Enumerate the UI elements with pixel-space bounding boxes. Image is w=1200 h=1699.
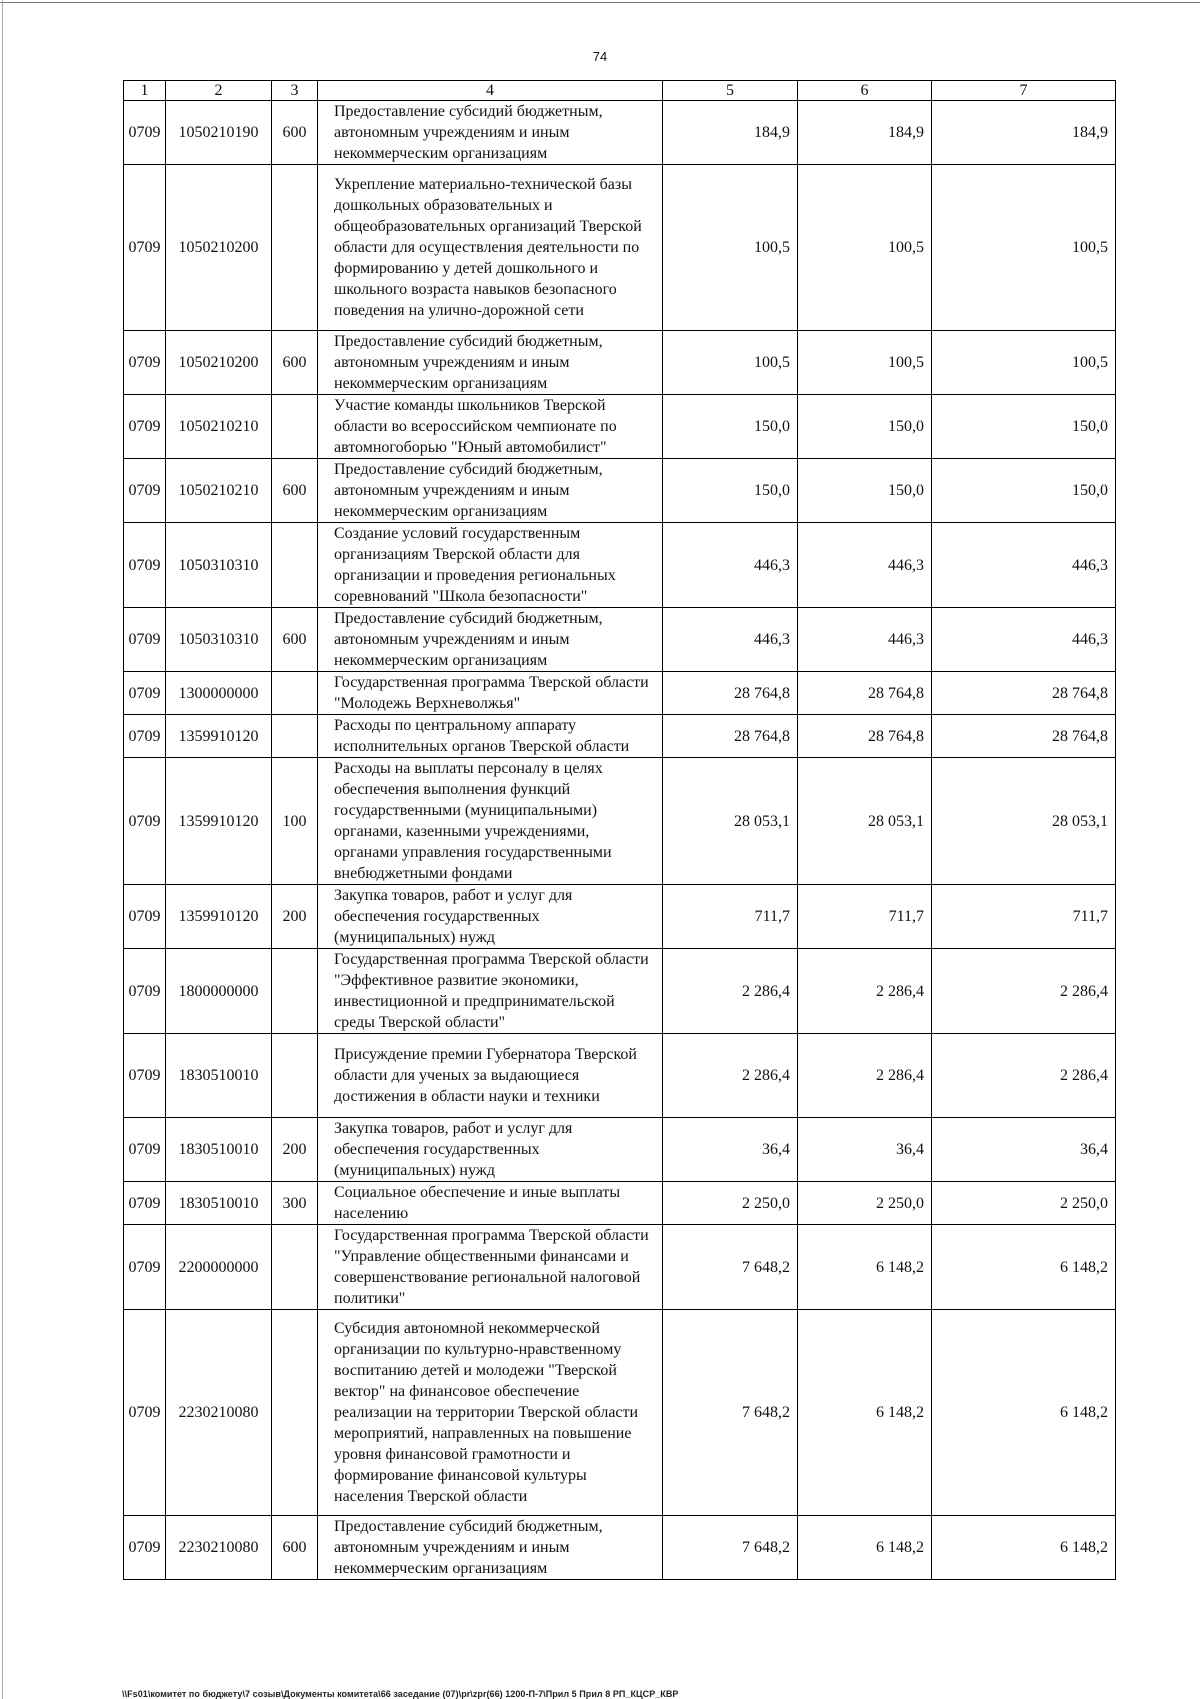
description-cell: Предоставление субсидий бюджетным, автономным учреждениям и иным некоммерческим организациям [318, 608, 663, 672]
section-cell: 0709 [124, 101, 166, 165]
target-code-cell: 2230210080 [166, 1310, 272, 1516]
section-cell: 0709 [124, 672, 166, 715]
column-header: 4 [318, 81, 663, 101]
amount-col5-cell: 28 053,1 [663, 758, 798, 885]
amount-col5-cell: 7 648,2 [663, 1516, 798, 1580]
expense-type-cell: 200 [272, 1118, 318, 1182]
description-cell: Участие команды школьников Тверской области во всероссийском чемпионате по автомногоборью "Юный автомобилист" [318, 395, 663, 459]
description-cell: Создание условий государственным организациям Тверской области для организации и проведения региональных соревнований "Школа безопасности" [318, 523, 663, 608]
amount-col7-cell: 6 148,2 [932, 1225, 1116, 1310]
amount-col5-cell: 2 286,4 [663, 949, 798, 1034]
table-row [124, 165, 1116, 331]
amount-col6-cell: 446,3 [798, 523, 932, 608]
table-row [124, 101, 1116, 165]
section-cell: 0709 [124, 331, 166, 395]
table-row [124, 715, 1116, 758]
column-header: 5 [663, 81, 798, 101]
amount-col5-cell: 711,7 [663, 885, 798, 949]
expense-type-cell [272, 949, 318, 1034]
description-cell: Предоставление субсидий бюджетным, автономным учреждениям и иным некоммерческим организациям [318, 331, 663, 395]
table-row [124, 1182, 1116, 1225]
expense-type-cell [272, 1310, 318, 1516]
section-cell: 0709 [124, 1225, 166, 1310]
amount-col6-cell: 711,7 [798, 885, 932, 949]
target-code-cell: 1050210210 [166, 459, 272, 523]
expense-type-cell [272, 1225, 318, 1310]
amount-col5-cell: 446,3 [663, 608, 798, 672]
amount-col6-cell: 2 286,4 [798, 949, 932, 1034]
amount-col7-cell: 36,4 [932, 1118, 1116, 1182]
table-row [124, 1225, 1116, 1310]
expense-type-cell [272, 715, 318, 758]
table-row [124, 949, 1116, 1034]
description-cell: Социальное обеспечение и иные выплаты населению [318, 1182, 663, 1225]
column-header: 7 [932, 81, 1116, 101]
description-cell: Государственная программа Тверской области "Эффективное развитие экономики, инвестиционной и предпринимательской среды Тверской области" [318, 949, 663, 1034]
expense-type-cell: 300 [272, 1182, 318, 1225]
amount-col6-cell: 28 764,8 [798, 672, 932, 715]
budget-table [123, 80, 1116, 1580]
expense-type-cell: 600 [272, 1516, 318, 1580]
target-code-cell: 1050310310 [166, 608, 272, 672]
target-code-cell: 1050210200 [166, 165, 272, 331]
file-path-footer: \\Fs01\комитет по бюджету\7 созыв\Документы комитета\66 заседание (07)\pr\zpr(66) 1200-П-7\Прил 5 Прил 8 РП_КЦСР_КВР [122, 1689, 679, 1699]
page-number: 74 [592, 49, 608, 64]
expense-type-cell [272, 523, 318, 608]
description-cell: Предоставление субсидий бюджетным, автономным учреждениям и иным некоммерческим организациям [318, 101, 663, 165]
section-cell: 0709 [124, 1118, 166, 1182]
table-row [124, 758, 1116, 885]
amount-col7-cell: 28 053,1 [932, 758, 1116, 885]
table-row [124, 459, 1116, 523]
amount-col5-cell: 7 648,2 [663, 1310, 798, 1516]
amount-col5-cell: 184,9 [663, 101, 798, 165]
amount-col7-cell: 6 148,2 [932, 1516, 1116, 1580]
amount-col6-cell: 150,0 [798, 459, 932, 523]
expense-type-cell: 200 [272, 885, 318, 949]
section-cell: 0709 [124, 1034, 166, 1118]
description-cell: Государственная программа Тверской области "Молодежь Верхневолжья" [318, 672, 663, 715]
target-code-cell: 1300000000 [166, 672, 272, 715]
column-number-row [124, 81, 1116, 101]
table-row [124, 395, 1116, 459]
amount-col6-cell: 6 148,2 [798, 1310, 932, 1516]
description-cell: Расходы по центральному аппарату исполнительных органов Тверской области [318, 715, 663, 758]
amount-col5-cell: 100,5 [663, 165, 798, 331]
expense-type-cell: 600 [272, 331, 318, 395]
table-row [124, 1516, 1116, 1580]
expense-type-cell: 600 [272, 459, 318, 523]
target-code-cell: 1050210190 [166, 101, 272, 165]
table-row [124, 1118, 1116, 1182]
section-cell: 0709 [124, 885, 166, 949]
column-header: 6 [798, 81, 932, 101]
table-row [124, 331, 1116, 395]
amount-col5-cell: 28 764,8 [663, 672, 798, 715]
table-row [124, 1310, 1116, 1516]
column-header: 3 [272, 81, 318, 101]
amount-col7-cell: 446,3 [932, 608, 1116, 672]
table-row [124, 523, 1116, 608]
amount-col5-cell: 100,5 [663, 331, 798, 395]
section-cell: 0709 [124, 1182, 166, 1225]
amount-col7-cell: 184,9 [932, 101, 1116, 165]
target-code-cell: 1359910120 [166, 715, 272, 758]
amount-col7-cell: 446,3 [932, 523, 1116, 608]
amount-col5-cell: 446,3 [663, 523, 798, 608]
amount-col6-cell: 28 053,1 [798, 758, 932, 885]
table-row [124, 885, 1116, 949]
table-row [124, 608, 1116, 672]
amount-col5-cell: 7 648,2 [663, 1225, 798, 1310]
description-cell: Закупка товаров, работ и услуг для обеспечения государственных (муниципальных) нужд [318, 885, 663, 949]
section-cell: 0709 [124, 1516, 166, 1580]
amount-col6-cell: 446,3 [798, 608, 932, 672]
target-code-cell: 1830510010 [166, 1118, 272, 1182]
section-cell: 0709 [124, 395, 166, 459]
amount-col5-cell: 28 764,8 [663, 715, 798, 758]
description-cell: Предоставление субсидий бюджетным, автономным учреждениям и иным некоммерческим организациям [318, 1516, 663, 1580]
amount-col7-cell: 150,0 [932, 395, 1116, 459]
section-cell: 0709 [124, 523, 166, 608]
amount-col5-cell: 150,0 [663, 395, 798, 459]
expense-type-cell: 100 [272, 758, 318, 885]
amount-col6-cell: 100,5 [798, 331, 932, 395]
amount-col7-cell: 100,5 [932, 165, 1116, 331]
amount-col6-cell: 2 286,4 [798, 1034, 932, 1118]
amount-col5-cell: 36,4 [663, 1118, 798, 1182]
description-cell: Закупка товаров, работ и услуг для обеспечения государственных (муниципальных) нужд [318, 1118, 663, 1182]
target-code-cell: 2200000000 [166, 1225, 272, 1310]
target-code-cell: 1050210200 [166, 331, 272, 395]
amount-col6-cell: 100,5 [798, 165, 932, 331]
table-row [124, 1034, 1116, 1118]
amount-col7-cell: 100,5 [932, 331, 1116, 395]
expense-type-cell [272, 395, 318, 459]
amount-col6-cell: 184,9 [798, 101, 932, 165]
description-cell: Предоставление субсидий бюджетным, автономным учреждениям и иным некоммерческим организациям [318, 459, 663, 523]
target-code-cell: 1359910120 [166, 758, 272, 885]
amount-col7-cell: 28 764,8 [932, 715, 1116, 758]
amount-col7-cell: 2 250,0 [932, 1182, 1116, 1225]
target-code-cell: 1050310310 [166, 523, 272, 608]
target-code-cell: 1830510010 [166, 1182, 272, 1225]
amount-col6-cell: 150,0 [798, 395, 932, 459]
amount-col5-cell: 2 286,4 [663, 1034, 798, 1118]
scan-left-edge [2, 0, 3, 1699]
amount-col6-cell: 36,4 [798, 1118, 932, 1182]
section-cell: 0709 [124, 949, 166, 1034]
table-row [124, 672, 1116, 715]
section-cell: 0709 [124, 1310, 166, 1516]
column-header: 1 [124, 81, 166, 101]
description-cell: Присуждение премии Губернатора Тверской области для ученых за выдающиеся достижения в области науки и техники [318, 1034, 663, 1118]
target-code-cell: 2230210080 [166, 1516, 272, 1580]
description-cell: Расходы на выплаты персоналу в целях обеспечения выполнения функций государственными (муниципальными) органами, казенными учреждениями, органами управления государственными внебюджетными фондами [318, 758, 663, 885]
description-cell: Государственная программа Тверской области "Управление общественными финансами и совершенствование региональной налоговой политики" [318, 1225, 663, 1310]
section-cell: 0709 [124, 165, 166, 331]
amount-col6-cell: 6 148,2 [798, 1516, 932, 1580]
amount-col7-cell: 2 286,4 [932, 1034, 1116, 1118]
amount-col7-cell: 2 286,4 [932, 949, 1116, 1034]
expense-type-cell [272, 672, 318, 715]
target-code-cell: 1359910120 [166, 885, 272, 949]
amount-col6-cell: 2 250,0 [798, 1182, 932, 1225]
amount-col5-cell: 150,0 [663, 459, 798, 523]
amount-col7-cell: 711,7 [932, 885, 1116, 949]
section-cell: 0709 [124, 758, 166, 885]
amount-col7-cell: 6 148,2 [932, 1310, 1116, 1516]
amount-col7-cell: 28 764,8 [932, 672, 1116, 715]
amount-col7-cell: 150,0 [932, 459, 1116, 523]
scan-top-edge [0, 2, 1200, 3]
section-cell: 0709 [124, 459, 166, 523]
expense-type-cell: 600 [272, 608, 318, 672]
description-cell: Субсидия автономной некоммерческой организации по культурно-нравственному воспитанию детей и молодежи "Тверской вектор" на финансовое обеспечение реализации на территории Тверской области мероприятий, направленных на повышение уровня финансовой грамотности и формирование финансовой культуры населения Тверской области [318, 1310, 663, 1516]
target-code-cell: 1050210210 [166, 395, 272, 459]
expense-type-cell [272, 1034, 318, 1118]
section-cell: 0709 [124, 608, 166, 672]
amount-col5-cell: 2 250,0 [663, 1182, 798, 1225]
target-code-cell: 1800000000 [166, 949, 272, 1034]
amount-col6-cell: 28 764,8 [798, 715, 932, 758]
target-code-cell: 1830510010 [166, 1034, 272, 1118]
section-cell: 0709 [124, 715, 166, 758]
expense-type-cell: 600 [272, 101, 318, 165]
description-cell: Укрепление материально-технической базы дошкольных образовательных и общеобразовательных организаций Тверской области для осуществления деятельности по формированию у детей дошкольного и школьного возраста навыков безопасного поведения на улично-дорожной сети [318, 165, 663, 331]
amount-col6-cell: 6 148,2 [798, 1225, 932, 1310]
expense-type-cell [272, 165, 318, 331]
column-header: 2 [166, 81, 272, 101]
